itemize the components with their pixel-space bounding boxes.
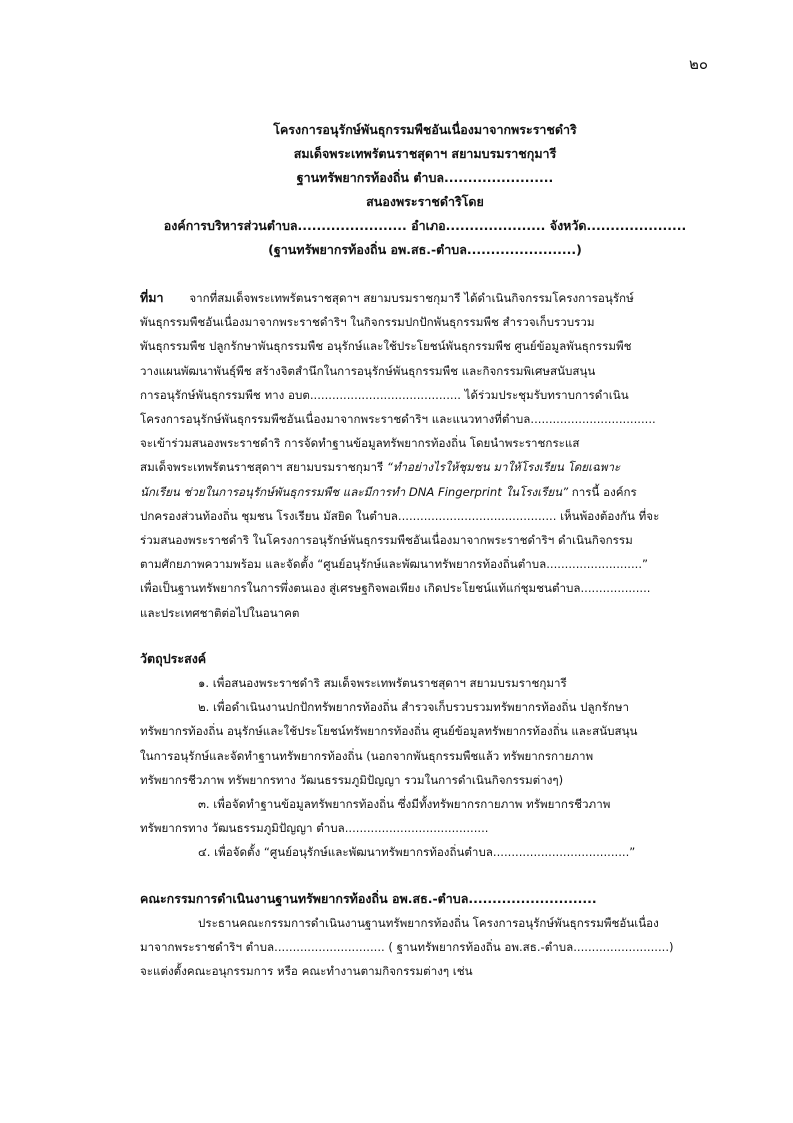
- page-number: ๒๐: [688, 55, 708, 73]
- background-line: และประเทศชาติต่อไปในอนาคต: [140, 605, 300, 620]
- background-line: การอนุรักษ์พันธุกรรมพืช ทาง อบต......................................... ได้ร่วมประชุมรับทราบการดำเนิน: [140, 387, 629, 402]
- background-line: วางแผนพัฒนาพันธุ์พืช สร้างจิตสำนึกในการอนุรักษ์พันธุกรรมพืช และกิจกรรมพิเศษสนับสนุน: [140, 363, 596, 378]
- committee-line: จะแต่งตั้งคณะอนุกรรมการ หรือ คณะทำงานตามกิจกรรมต่างๆ เช่น: [140, 964, 473, 979]
- royal-quote: นักเรียน ช่วยในการอนุรักษ์พันธุกรรมพืช และมีการทำ DNA Fingerprint ในโรงเรียน”: [140, 484, 569, 499]
- background-line: ปกครองส่วนท้องถิ่น ชุมชน โรงเรียน มัสยิด ในตำบล........................................... เห็นพ้องต้องกัน ที่จะ: [140, 508, 660, 523]
- committee-line: มาจากพระราชดำริฯ ตำบล.............................. ( ฐานทรัพยากรท้องถิ่น อพ.สธ.-ตำบล..........................): [140, 940, 674, 955]
- committee-section: [140, 887, 712, 984]
- committee-line: ประธานคณะกรรมการดำเนินงานฐานทรัพยากรท้องถิ่น โครงการอนุรักษ์พันธุกรรมพืชอันเนื่อง: [198, 915, 659, 930]
- quote-suffix: การนี้ องค์กร: [571, 484, 637, 499]
- objective-item: ๔. เพื่อจัดตั้ง “ศูนย์อนุรักษ์และพัฒนาทรัพยากรท้องถิ่นตำบล.....................................”: [198, 845, 636, 860]
- objectives-section: [140, 647, 712, 865]
- background-text: จากที่สมเด็จพระเทพรัตนราชสุดาฯ สยามบรมราชกุมารี ได้ดำเนินกิจกรรมโครงการอนุรักษ์: [189, 291, 634, 305]
- background-line: [140, 455, 712, 479]
- title-line: (ฐานทรัพยากรท้องถิ่น อพ.สธ.-ตำบล.......................): [268, 242, 582, 257]
- title-line: สนองพระราชดำริโดย: [366, 194, 484, 209]
- objective-item: ๒. เพื่อดำเนินงานปกปักทรัพยากรท้องถิ่น สำรวจเก็บรวบรวมทรัพยากรท้องถิ่น ปลูกรักษา: [198, 700, 630, 715]
- document-title: [140, 118, 710, 262]
- background-line: โครงการอนุรักษ์พันธุกรรมพืชอันเนื่องมาจากพระราชดำริฯ และแนวทางที่ตำบล..................................: [140, 412, 656, 427]
- background-heading: ที่มา: [140, 290, 164, 305]
- title-line: องค์การบริหารส่วนตำบล....................... อำเภอ..................... จังหวัด.....................: [163, 218, 687, 233]
- background-line: ตามศักยภาพความพร้อม และจัดตั้ง “ศูนย์อนุรักษ์และพัฒนาทรัพยากรท้องถิ่นตำบล..........................”: [140, 557, 649, 572]
- objective-item: ๑. เพื่อสนองพระราชดำริ สมเด็จพระเทพรัตนราชสุดาฯ สยามบรมราชกุมารี: [198, 676, 567, 691]
- background-line: เพื่อเป็นฐานทรัพยากรในการพึ่งตนเอง สู่เศรษฐกิจพอเพียง เกิดประโยชน์แท้แก่ชุมชนตำบล...................: [140, 581, 651, 596]
- background-line: [140, 286, 712, 310]
- objective-line: ทรัพยากรทาง วัฒนธรรมภูมิปัญญา ตำบล.......................................: [140, 821, 489, 836]
- background-line: [140, 480, 712, 504]
- background-section: [140, 286, 712, 625]
- committee-heading: คณะกรรมการดำเนินงานฐานทรัพยากรท้องถิ่น อพ.สธ.-ตำบล...........................: [140, 890, 597, 906]
- quote-prefix: สมเด็จพระเทพรัตนราชสุดาฯ สยามบรมราชกุมารี: [140, 460, 387, 475]
- document-body: [140, 286, 712, 983]
- objective-line: ในการอนุรักษ์และจัดทำฐานทรัพยากรท้องถิ่น (นอกจากพันธุกรรมพืชแล้ว ทรัพยากรกายภาพ: [140, 748, 594, 763]
- royal-quote: “ทำอย่างไรให้ชุมชน มาให้โรงเรียน โดยเฉพาะ: [386, 460, 621, 475]
- objectives-heading: วัตถุประสงค์: [140, 650, 207, 666]
- objective-line: ทรัพยากรชีวภาพ ทรัพยากรทาง วัฒนธรรมภูมิปัญญา รวมในการดำเนินกิจกรรมต่างๆ): [140, 772, 564, 787]
- title-line: โครงการอนุรักษ์พันธุกรรมพืชอันเนื่องมาจากพระราชดำริ: [273, 122, 577, 137]
- background-line: พันธุกรรมพืช ปลูกรักษาพันธุกรรมพืช อนุรักษ์และใช้ประโยชน์พันธุกรรมพืช ศูนย์ข้อมูลพันธุกรรมพืช: [140, 339, 632, 354]
- background-line: ร่วมสนองพระราชดำริ ในโครงการอนุรักษ์พันธุกรรมพืชอันเนื่องมาจากพระราชดำริฯ ดำเนินกิจกรรม: [140, 533, 633, 548]
- title-line: สมเด็จพระเทพรัตนราชสุดาฯ สยามบรมราชกุมารี: [293, 146, 557, 161]
- background-line: พันธุกรรมพืชอันเนื่องมาจากพระราชดำริฯ ในกิจกรรมปกปักพันธุกรรมพืช สำรวจเก็บรวบรวม: [140, 315, 595, 330]
- objective-line: ทรัพยากรท้องถิ่น อนุรักษ์และใช้ประโยชน์ทรัพยากรท้องถิ่น ศูนย์ข้อมูลทรัพยากรท้องถิ่น และสนับสนุน: [140, 724, 638, 739]
- objective-item: ๓. เพื่อจัดทำฐานข้อมูลทรัพยากรท้องถิ่น ซึ่งมีทั้งทรัพยากรกายภาพ ทรัพยากรชีวภาพ: [198, 797, 611, 812]
- background-line: จะเข้าร่วมสนองพระราชดำริ การจัดทำฐานข้อมูลทรัพยากรท้องถิ่น โดยนำพระราชกระแส: [140, 436, 580, 451]
- title-line: ฐานทรัพยากรท้องถิ่น ตำบล.......................: [296, 170, 554, 185]
